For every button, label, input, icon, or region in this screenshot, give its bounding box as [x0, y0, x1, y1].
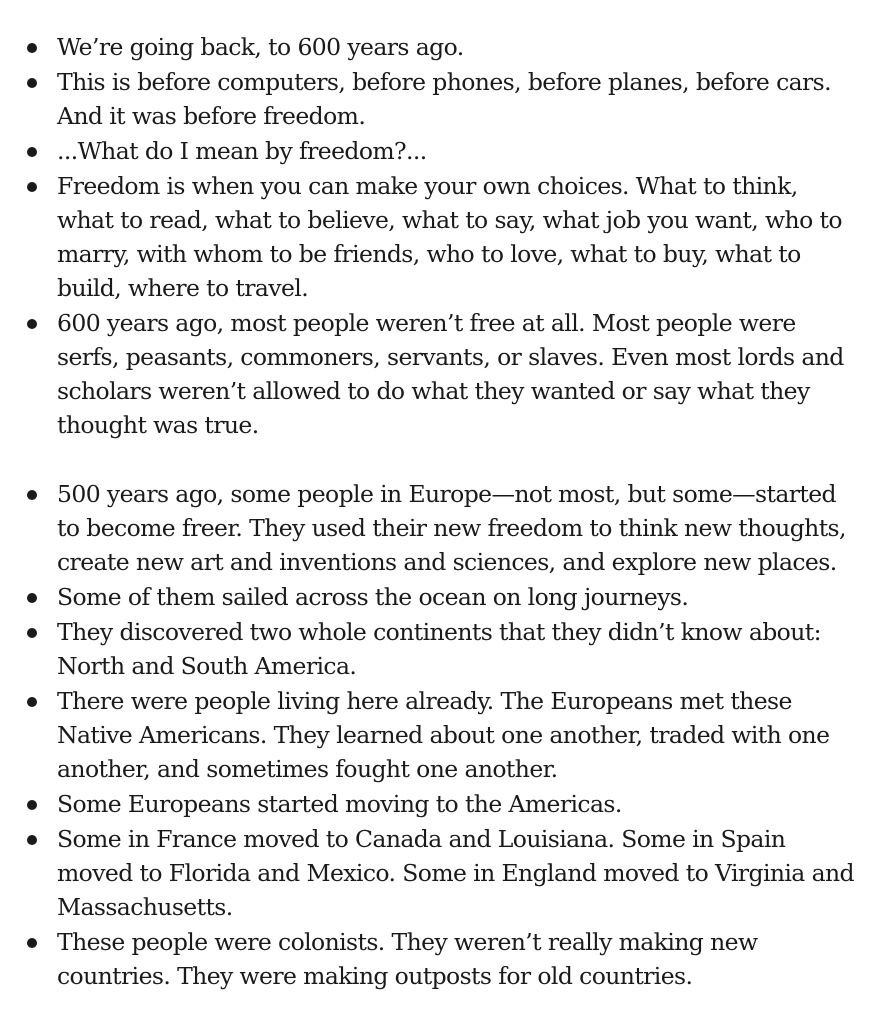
list-item-text: We’re going back, to 600 years ago. — [57, 33, 464, 61]
bullet-icon — [27, 78, 37, 88]
bullet-icon — [27, 490, 37, 500]
list-item-text: This is before computers, before phones, before planes, before cars. And it was before freedom. — [57, 68, 832, 130]
bullet-icon — [27, 182, 37, 192]
bullet-icon — [27, 697, 37, 707]
bullet-icon — [27, 938, 37, 948]
list-item-text: Some Europeans started moving to the Americas. — [57, 790, 622, 818]
list-item-text: They discovered two whole continents that they didn’t know about: North and South America. — [57, 618, 821, 680]
list-item — [57, 477, 859, 579]
bullet-icon — [27, 147, 37, 157]
list-item — [57, 580, 859, 614]
list-item-text: These people were colonists. They weren’t really making new countries. They were making outposts for old countries. — [57, 928, 758, 990]
list-item — [57, 925, 859, 993]
list-item — [57, 30, 859, 64]
list-item — [57, 169, 859, 305]
list-item-text: Some of them sailed across the ocean on long journeys. — [57, 583, 689, 611]
list-item-text: ...What do I mean by freedom?... — [57, 137, 427, 165]
list-item — [57, 787, 859, 821]
list-item — [57, 65, 859, 133]
bullet-icon — [27, 835, 37, 845]
list-item — [57, 615, 859, 683]
list-item-text: There were people living here already. The Europeans met these Native Americans. They learned about one another, traded with one another, and sometimes fought one another. — [57, 687, 830, 783]
list-item — [57, 306, 859, 442]
list-item-text: Some in France moved to Canada and Louisiana. Some in Spain moved to Florida and Mexico. Some in England moved to Virginia and Massachusetts. — [57, 825, 854, 921]
list-item-text: 600 years ago, most people weren’t free at all. Most people were serfs, peasants, commoners, servants, or slaves. Even most lords and scholars weren’t allowed to do what they wanted or say what they thought was true. — [57, 309, 844, 439]
bullet-icon — [27, 593, 37, 603]
list-item — [57, 684, 859, 786]
bullet-list-1 — [57, 30, 859, 442]
list-item — [57, 134, 859, 168]
bullet-icon — [27, 800, 37, 810]
bullet-icon — [27, 319, 37, 329]
list-item-text: 500 years ago, some people in Europe—not most, but some—started to become freer. They used their new freedom to think new thoughts, create new art and inventions and sciences, and explore new places. — [57, 480, 846, 576]
bullet-icon — [27, 628, 37, 638]
bullet-icon — [27, 43, 37, 53]
bullet-list-2 — [57, 477, 859, 993]
list-item-text: Freedom is when you can make your own choices. What to think, what to read, what to believe, what to say, what job you want, who to marry, with whom to be friends, who to love, what to buy, what to build, where to travel. — [57, 172, 842, 302]
list-item — [57, 822, 859, 924]
section-spacer — [57, 443, 859, 477]
